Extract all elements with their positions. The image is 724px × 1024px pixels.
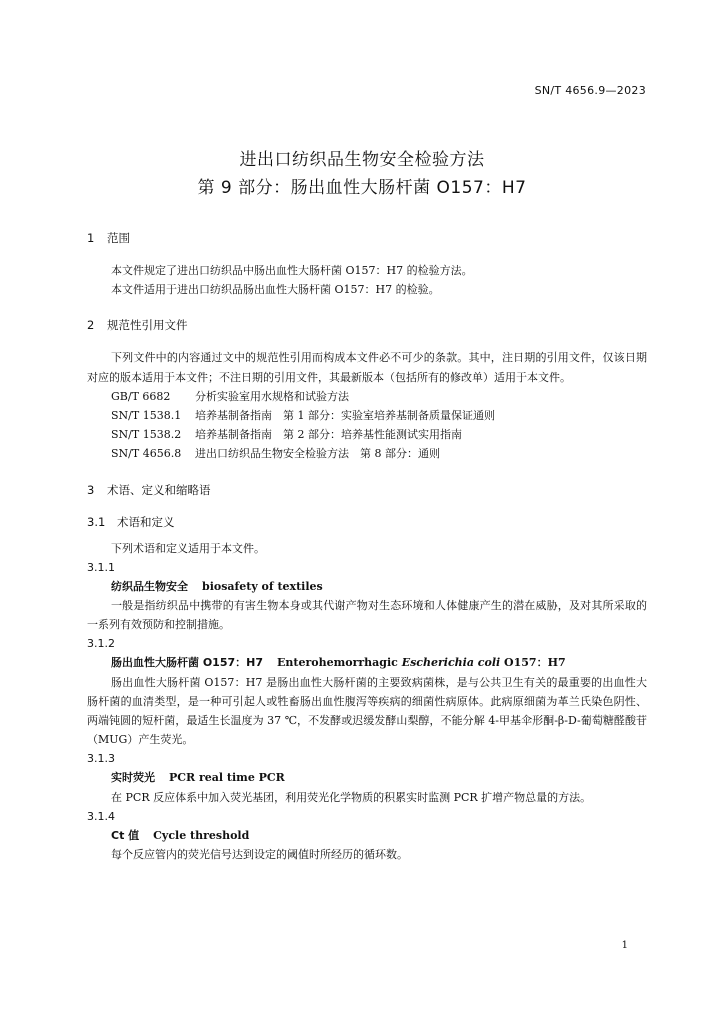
term-number: 3.1.3	[87, 752, 115, 766]
subsection-heading-terms-definitions	[87, 513, 647, 532]
reference-item	[87, 425, 647, 444]
section-title: 术语、定义和缩略语	[107, 482, 211, 497]
reference-title: 分析实验室用水规格和试验方法	[195, 389, 349, 403]
reference-title: 培养基制备指南 第 1 部分：实验室培养基制备质量保证通则	[195, 409, 495, 423]
page-number: 1	[621, 940, 628, 951]
section-number: 2	[87, 318, 95, 333]
section-title: 范围	[107, 231, 130, 245]
term-chinese: 肠出血性大肠杆菌 O157：H7	[111, 656, 264, 670]
scope-paragraph-2: 本文件适用于进出口纺织品肠出血性大肠杆菌 O157：H7 的检验。	[111, 283, 440, 297]
term-number: 3.1.2	[87, 637, 115, 651]
term-number: 3.1.4	[87, 809, 115, 823]
term-definition: 一般是指纺织品中携带的有害生物本身或其代谢产物对生态环境和人体健康产生的潜在威胁，及对其所采取的一系列有效预防和控制措施。	[87, 599, 647, 632]
title-line-2: 第 9 部分：肠出血性大肠杆菌 O157：H7	[197, 178, 527, 198]
term-definition: 每个反应管内的荧光信号达到设定的阈值时所经历的循环数。	[111, 848, 408, 862]
section-heading-scope	[87, 229, 647, 248]
reference-title: 培养基制备指南 第 2 部分：培养基性能测试实用指南	[195, 428, 462, 442]
term-entry-heading	[87, 768, 647, 787]
section-number: 1	[87, 231, 95, 245]
term-number: 3.1.1	[87, 560, 115, 574]
reference-item	[87, 406, 647, 425]
term-english: biosafety of textiles	[202, 579, 323, 593]
reference-title: 进出口纺织品生物安全检验方法 第 8 部分：通则	[195, 447, 440, 461]
reference-code: GB/T 6682	[111, 389, 171, 403]
term-english	[277, 656, 566, 669]
section-title: 规范性引用文件	[107, 318, 188, 333]
term-entry-heading	[87, 577, 647, 596]
term-entry-heading	[87, 653, 647, 672]
term-english-tail: O157：H7	[504, 656, 566, 670]
term-definition: 肠出血性大肠杆菌 O157：H7 是肠出血性大肠杆菌的主要致病菌株，是与公共卫生有关的最重要的出血性大肠杆菌的血清类型，是一种可引起人或牲畜肠出血性腹泻等疾病的细菌性病原体。此病原细菌为革兰氏染色阴性、两端钝圆的短杆菌，最适生长温度为 37 ℃，不发酵或迟缓发酵山梨醇，不能分解 4-甲基伞形酮-β-D-葡萄糖醛酸苷（MUG）产生荧光。	[87, 675, 647, 747]
term-english-italic: Escherichia coli	[401, 656, 501, 670]
reference-item	[87, 387, 647, 406]
standard-code: SN/T 4656.9—2023	[534, 84, 646, 97]
reference-code: SN/T 4656.8	[111, 447, 182, 461]
normative-intro-paragraph: 下列文件中的内容通过文中的规范性引用而构成本文件必不可少的条款。其中，注日期的引用文件，仅该日期对应的版本适用于本文件；不注日期的引用文件，其最新版本（包括所有的修改单）适用于本文件。	[87, 351, 647, 384]
reference-code: SN/T 1538.2	[111, 428, 182, 442]
term-english-plain: Enterohemorrhagic	[277, 656, 398, 670]
document-title	[0, 146, 724, 202]
term-definition: 在 PCR 反应体系中加入荧光基团，利用荧光化学物质的积累实时监测 PCR 扩增产物总量的方法。	[111, 790, 592, 804]
title-line-1: 进出口纺织品生物安全检验方法	[239, 150, 485, 170]
term-chinese: 实时荧光	[111, 771, 155, 785]
terms-intro-paragraph: 下列术语和定义适用于本文件。	[111, 541, 265, 555]
section-heading-normative-references	[87, 316, 647, 335]
scope-paragraph-1: 本文件规定了进出口纺织品中肠出血性大肠杆菌 O157：H7 的检验方法。	[111, 264, 473, 277]
reference-item	[87, 444, 647, 463]
section-heading-terms	[87, 481, 647, 500]
term-chinese: 纺织品生物安全	[111, 579, 188, 593]
term-english: Cycle threshold	[153, 828, 250, 842]
subsection-number: 3.1	[87, 514, 106, 529]
term-entry-heading	[87, 826, 647, 845]
document-body	[87, 229, 647, 864]
subsection-title: 术语和定义	[117, 514, 175, 529]
term-english: PCR real time PCR	[169, 771, 285, 785]
reference-code: SN/T 1538.1	[111, 409, 182, 423]
term-chinese: Ct 值	[111, 828, 140, 842]
section-number: 3	[87, 482, 95, 497]
